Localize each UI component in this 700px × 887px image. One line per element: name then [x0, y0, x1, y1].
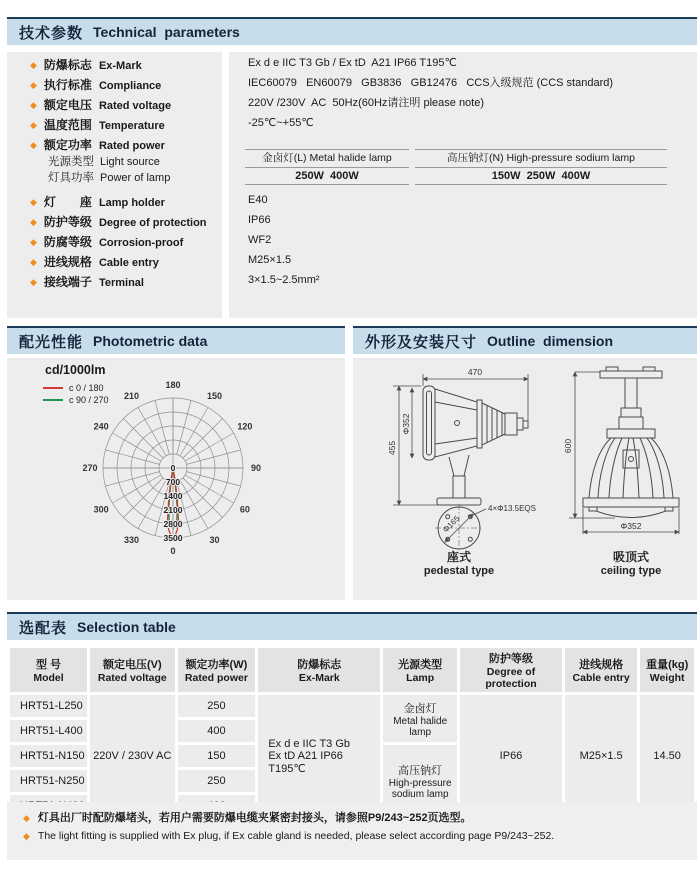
svg-text:300: 300 — [93, 504, 109, 515]
sub-label-en: Light source — [100, 156, 160, 168]
param-label-zh: 温度范围 — [43, 118, 92, 132]
param-row — [30, 96, 171, 113]
dim-470: 470 — [467, 367, 483, 377]
photometric-panel — [7, 358, 345, 600]
ceiling-caption-zh: 吸顶式 — [612, 550, 650, 564]
section-header-technical — [7, 17, 697, 45]
section-title-en: Technical parameters — [93, 24, 240, 40]
param-value: IP66 — [248, 214, 271, 226]
svg-text:30: 30 — [209, 534, 220, 545]
param-label-en: Rated voltage — [98, 100, 172, 112]
svg-text:180: 180 — [165, 380, 181, 390]
sub-label-zh: 光源类型 — [48, 156, 94, 168]
sodium-column — [415, 149, 667, 185]
section-header-selection — [7, 612, 697, 640]
power-of-lamp-row — [48, 169, 170, 185]
model-cell: HRT51-L400 — [10, 720, 87, 742]
lamp-power-values: 250W 400W — [295, 170, 359, 182]
param-row — [30, 76, 161, 93]
outline-drawings — [353, 358, 697, 600]
ceiling-caption-en: ceiling type — [600, 565, 662, 577]
param-label-zh: 额定电压 — [43, 98, 92, 112]
polar-chart — [7, 358, 345, 605]
param-label-en: Cable entry — [98, 257, 159, 269]
diamond-bullet-icon: ◆ — [30, 257, 37, 267]
diamond-bullet-icon: ◆ — [30, 217, 37, 227]
param-value: M25×1.5 — [248, 254, 292, 266]
weight-cell: 14.50 — [640, 695, 694, 817]
note-text-en: The light fitting is supplied with Ex plug, if Ex cable gland is needed, please select according page P9/243~252. — [37, 830, 555, 842]
param-label-en: Terminal — [98, 277, 144, 289]
lamp-power-subtable — [245, 149, 667, 185]
param-label-en: Temperature — [98, 120, 165, 132]
metal-halide-column — [245, 149, 409, 185]
param-label-en: Corrosion-proof — [98, 237, 184, 249]
param-label-zh: 额定功率 — [43, 138, 92, 152]
power-cell: 250 — [178, 770, 256, 792]
param-row — [30, 233, 183, 250]
pedestal-caption-zh: 座式 — [446, 550, 472, 564]
svg-text:270: 270 — [82, 463, 98, 473]
col-header-protection: 防护等级 Degree of protection — [460, 648, 562, 692]
diamond-bullet-icon: ◆ — [30, 80, 37, 90]
diamond-bullet-icon: ◆ — [30, 197, 37, 207]
lamp-power-values: 150W 250W 400W — [491, 170, 591, 182]
param-label-en: Compliance — [98, 80, 162, 92]
svg-text:2800: 2800 — [163, 519, 183, 529]
svg-text:120: 120 — [237, 421, 253, 432]
section-header-photometric — [7, 326, 345, 354]
lamp-type-cell: 金卤灯 Metal halide lamp — [383, 695, 457, 742]
model-cell: HRT51-N150 — [10, 745, 87, 767]
outline-panel — [353, 358, 697, 600]
param-value: 220V /230V AC 50Hz(60Hz请注明 please note) — [248, 97, 485, 109]
diamond-bullet-icon: ◆ — [30, 237, 37, 247]
diamond-bullet-icon: ◆ — [30, 277, 37, 287]
svg-text:90: 90 — [250, 463, 262, 473]
legend-label: c 90 / 270 — [69, 395, 109, 405]
section-title-en: Selection table — [77, 619, 176, 635]
svg-text:150: 150 — [206, 391, 223, 402]
section-title-zh: 外形及安装尺寸 — [365, 333, 478, 351]
pedestal-drawing — [423, 386, 528, 552]
diamond-bullet-icon: ◆ — [30, 120, 37, 130]
param-row — [30, 136, 165, 153]
dim-phi352-pedestal: Φ352 — [401, 413, 411, 435]
section-title-zh: 选配表 — [19, 619, 68, 637]
param-value: -25℃~+55℃ — [248, 117, 314, 129]
lamp-type-header: 高压钠灯(N) High-pressure sodium lamp — [415, 150, 667, 168]
section-title-en: Photometric data — [93, 333, 208, 349]
param-value: 3×1.5~2.5mm² — [248, 274, 320, 286]
ceiling-drawing — [583, 367, 679, 518]
param-row — [30, 213, 207, 230]
section-header-outline — [353, 326, 697, 354]
table-row — [10, 695, 694, 717]
sub-label-en: Power of lamp — [100, 172, 171, 184]
param-label-zh: 进线规格 — [43, 255, 92, 269]
cable-entry-cell: M25×1.5 — [565, 695, 637, 817]
diamond-bullet-icon: ◆ — [30, 100, 37, 110]
param-label-zh: 执行标准 — [43, 78, 92, 92]
svg-text:60: 60 — [239, 504, 250, 515]
param-label-zh: 灯 座 — [43, 195, 92, 209]
col-header-cable: 进线规格 Cable entry — [565, 648, 637, 692]
col-header-model: 型 号 Model — [10, 648, 87, 692]
diamond-bullet-icon: ◆ — [30, 60, 37, 70]
light-source-row — [48, 153, 160, 169]
svg-text:240: 240 — [93, 421, 109, 432]
param-row — [30, 273, 144, 290]
col-header-exmark: 防爆标志 Ex-Mark — [258, 648, 380, 692]
note-row — [23, 830, 554, 842]
chart-unit-label: cd/1000lm — [45, 363, 106, 377]
power-cell: 150 — [178, 745, 256, 767]
dim-phi352-ceiling: Φ352 — [620, 521, 642, 531]
param-value: E40 — [248, 194, 268, 206]
power-cell: 400 — [178, 720, 256, 742]
lamp-type-header: 金卤灯(L) Metal halide lamp — [245, 150, 409, 168]
protection-cell: IP66 — [460, 695, 562, 817]
param-label-en: Ex-Mark — [98, 60, 142, 72]
section-title-en: Outline dimension — [487, 333, 614, 349]
diamond-bullet-icon: ◆ — [23, 831, 30, 841]
note-row — [23, 809, 472, 825]
param-label-en: Rated power — [98, 140, 165, 152]
svg-text:0: 0 — [170, 463, 176, 473]
col-header-power: 额定功率(W) Rated power — [178, 648, 256, 692]
lamp-type-cell: 高压钠灯 High-pressure sodium lamp — [383, 745, 457, 817]
note-text-zh: 灯具出厂时配防爆堵头，若用户需要防爆电缆夹紧密封接头，请参照P9/243~252页选型。 — [37, 812, 472, 824]
section-title-zh: 配光性能 — [19, 333, 84, 351]
diamond-bullet-icon: ◆ — [30, 140, 37, 150]
param-label-zh: 防爆标志 — [43, 58, 92, 72]
footer-notes — [7, 802, 697, 860]
svg-text:3500: 3500 — [163, 533, 183, 543]
dim-455: 455 — [387, 440, 397, 456]
param-label-zh: 防护等级 — [43, 215, 92, 229]
model-cell: HRT51-L250 — [10, 695, 87, 717]
param-value: Ex d e IIC T3 Gb / Ex tD A21 IP66 T195℃ — [248, 57, 457, 69]
legend-label: c 0 / 180 — [69, 383, 104, 393]
pedestal-caption-en: pedestal type — [423, 565, 495, 577]
selection-table — [7, 645, 697, 820]
param-row — [30, 116, 165, 133]
svg-text:0: 0 — [170, 546, 176, 556]
param-value: WF2 — [248, 234, 272, 246]
column-divider — [222, 52, 229, 318]
exmark-cell: Ex d e IIC T3 Gb Ex tD A21 IP66 T195℃ — [258, 695, 380, 817]
svg-text:700: 700 — [165, 477, 181, 487]
sub-label-zh: 灯具功率 — [48, 172, 94, 184]
param-row — [30, 193, 165, 210]
col-header-lamp: 光源类型 Lamp — [383, 648, 457, 692]
param-row — [30, 253, 159, 270]
param-label-en: Degree of protection — [98, 217, 207, 229]
dim-600: 600 — [563, 438, 573, 454]
svg-text:210: 210 — [123, 391, 140, 402]
svg-text:2100: 2100 — [163, 505, 183, 515]
voltage-cell: 220V / 230V AC — [90, 695, 174, 817]
param-label-en: Lamp holder — [98, 197, 165, 209]
power-cell: 250 — [178, 695, 256, 717]
model-cell: HRT51-N250 — [10, 770, 87, 792]
svg-text:1400: 1400 — [163, 491, 183, 501]
param-label-zh: 防腐等级 — [43, 235, 92, 249]
dim-phi165: Φ165 — [441, 514, 462, 535]
col-header-voltage: 额定电压(V) Rated voltage — [90, 648, 174, 692]
diamond-bullet-icon: ◆ — [23, 813, 30, 823]
param-label-zh: 接线端子 — [43, 275, 92, 289]
technical-parameters-panel — [7, 52, 697, 318]
dim-base-holes: 4×Φ13.5EQS — [488, 504, 536, 513]
param-row — [30, 56, 142, 73]
svg-text:330: 330 — [123, 534, 140, 545]
section-title-zh: 技术参数 — [19, 24, 84, 42]
table-header-row — [10, 648, 694, 692]
param-value: IEC60079 EN60079 GB3836 GB12476 CCS入级规范 (CCS standard) — [248, 77, 614, 89]
col-header-weight: 重量(kg) Weight — [640, 648, 694, 692]
pedestal-dimension-lines — [393, 374, 528, 505]
